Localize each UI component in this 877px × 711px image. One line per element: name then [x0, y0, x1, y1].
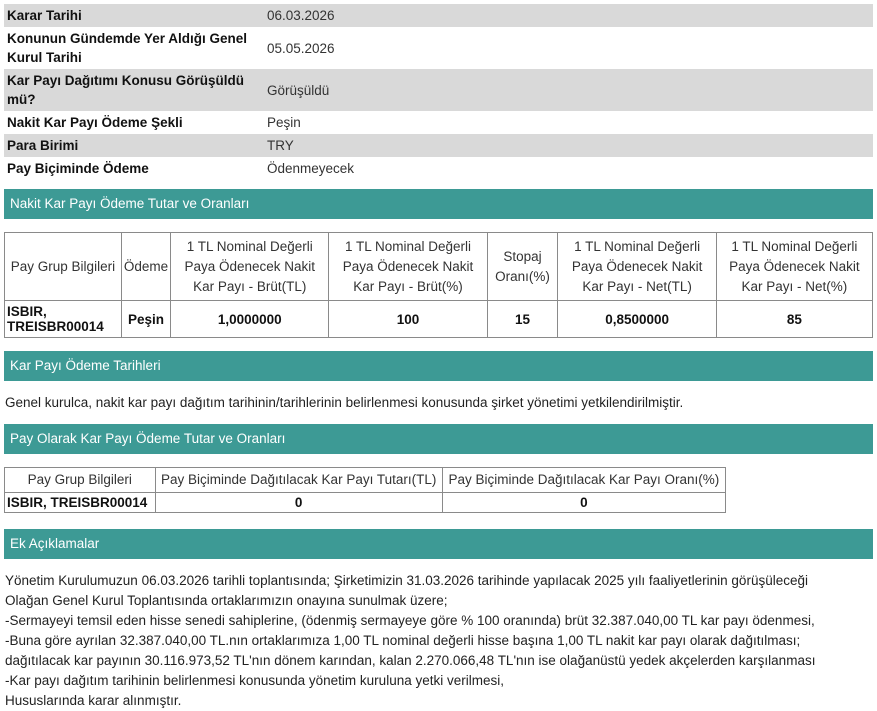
notes-line: -Buna göre ayrılan 32.387.040,00 TL.nın ortaklarımıza 1,00 TL nominal değerli hisse başına 1,00 TL nakit kar payı olarak dağıtılması; [5, 633, 801, 648]
cash-dividend-table [4, 232, 873, 338]
table-cell: 0 [442, 493, 725, 513]
info-row-share-payment [4, 157, 873, 180]
table-cell: 85 [716, 301, 872, 338]
info-row-decision-date [4, 4, 873, 27]
section-header-share-dividend: Pay Olarak Kar Payı Ödeme Tutar ve Oranları [4, 424, 873, 454]
column-header: Ödeme [121, 233, 170, 301]
table-row [5, 301, 873, 338]
table-cell: 1,0000000 [171, 301, 329, 338]
info-value: 05.05.2026 [267, 40, 335, 56]
notes-line: dağıtılacak kar payının 30.116.973,52 TL'nın dönem karından, kalan 2.270.066,48 TL'nın ise olağanüstü yedek akçelerden karşılanması [5, 653, 816, 668]
info-row-general-assembly-date [4, 27, 873, 69]
column-header: Pay Biçiminde Dağıtılacak Kar Payı Tutarı(TL) [155, 468, 442, 493]
table-header-row [5, 233, 873, 301]
info-label: Pay Biçiminde Ödeme [7, 161, 149, 176]
column-header: 1 TL Nominal Değerli Paya Ödenecek Nakit Kar Payı - Brüt(TL) [171, 233, 329, 301]
column-header: 1 TL Nominal Değerli Paya Ödenecek Nakit Kar Payı - Net(%) [716, 233, 872, 301]
column-header: Pay Grup Bilgileri [5, 468, 156, 493]
info-row-discussed [4, 69, 873, 111]
table-cell: Peşin [121, 301, 170, 338]
table-cell: 100 [329, 301, 487, 338]
info-label: Karar Tarihi [4, 4, 264, 27]
table-cell: 15 [487, 301, 558, 338]
info-label: Para Birimi [4, 134, 264, 157]
table-header-row [5, 468, 726, 493]
table-cell: 0 [155, 493, 442, 513]
notes-line: -Sermayeyi temsil eden hisse senedi sahiplerine, (ödenmiş sermayeye göre % 100 oranında) brüt 32.387.040,00 TL kar payı ödenmesi, [5, 613, 815, 628]
notes-text [5, 571, 815, 711]
info-value: 06.03.2026 [264, 4, 873, 27]
info-table [4, 4, 873, 180]
info-value: Peşin [267, 115, 301, 130]
section-header-notes: Ek Açıklamalar [4, 529, 873, 559]
table-row [5, 493, 726, 513]
column-header: 1 TL Nominal Değerli Paya Ödenecek Nakit Kar Payı - Brüt(%) [329, 233, 487, 301]
table-cell: ISBIR, TREISBR00014 [5, 493, 156, 513]
info-label: Konunun Gündemde Yer Aldığı Genel Kurul Tarihi [7, 31, 248, 65]
share-dividend-table [4, 467, 726, 513]
column-header: Stopaj Oranı(%) [487, 233, 558, 301]
table-cell: ISBIR, TREISBR00014 [5, 301, 122, 338]
payment-dates-text: Genel kurulca, nakit kar payı dağıtım tarihinin/tarihlerinin belirlenmesi konusunda şirket yönetimi yetkilendirilmiştir. [5, 395, 684, 410]
section-header-cash-dividend: Nakit Kar Payı Ödeme Tutar ve Oranları [4, 189, 873, 219]
section-header-payment-dates: Kar Payı Ödeme Tarihleri [4, 351, 873, 381]
column-header: 1 TL Nominal Değerli Paya Ödenecek Nakit Kar Payı - Net(TL) [558, 233, 716, 301]
info-row-currency [4, 134, 873, 157]
notes-line: -Kar payı dağıtım tarihinin belirlenmesi konusunda yönetim kuruluna yetki verilmesi, [5, 673, 504, 688]
notes-line: Yönetim Kurulumuzun 06.03.2026 tarihli toplantısında; Şirketimizin 31.03.2026 tarihinde yapılacak 2025 yılı faaliyetlerinin görüşüleceği [5, 573, 808, 588]
info-value: TRY [264, 134, 873, 157]
column-header: Pay Grup Bilgileri [5, 233, 122, 301]
info-label: Nakit Kar Payı Ödeme Şekli [7, 115, 183, 130]
info-value: Ödenmeyecek [267, 161, 355, 176]
column-header: Pay Biçiminde Dağıtılacak Kar Payı Oranı(%) [442, 468, 725, 493]
notes-line: Olağan Genel Kurul Toplantısında ortaklarımızın onayına sunulmak üzere; [5, 593, 448, 608]
info-label: Kar Payı Dağıtımı Konusu Görüşüldü mü? [4, 69, 264, 111]
table-cell: 0,8500000 [558, 301, 716, 338]
info-value: Görüşüldü [264, 69, 873, 111]
info-row-payment-method [4, 111, 873, 134]
notes-line: Hususlarında karar alınmıştır. [5, 693, 182, 708]
